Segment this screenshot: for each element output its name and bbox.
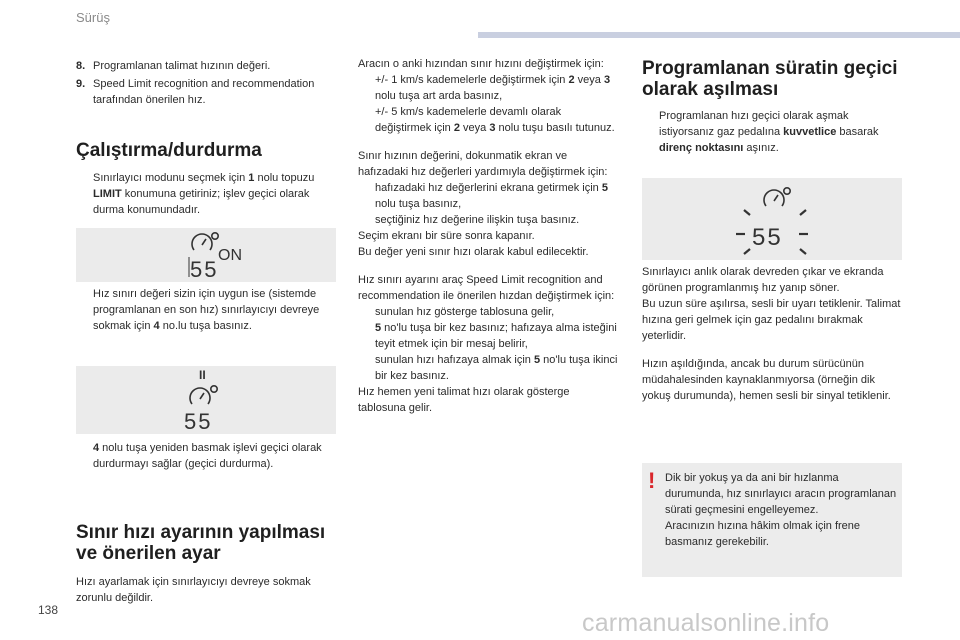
text: basarak [836,126,879,138]
text: 5 [533,354,541,366]
speed-digits: 55 [752,224,783,251]
text: Hızı ayarlamak için sınırlayıcıyı devreye sokmak zorunlu değildir. [76,576,311,604]
col1-paragraph-end [76,574,338,606]
text: direnç noktasını [659,142,744,154]
warning-icon: ! [648,468,656,493]
text: veya [459,122,490,134]
text: 5 [601,182,608,194]
on-label: ON [218,247,242,264]
col2-bullet-4 [358,212,620,228]
col2-bullet-7 [358,352,620,384]
speedometer-icon [76,228,336,282]
item-text: Speed Limit recognition and recommendation tarafından önerilen hız. [93,78,315,106]
text: sunulan hızı hafızaya almak için [375,354,534,366]
column-2 [358,56,620,416]
text: 3 [603,74,611,86]
list-item-9 [76,76,338,108]
speed-limiter-on-illustration [76,228,336,282]
col2-bullet-5 [358,304,620,320]
text: 5 [375,322,382,334]
text: nolu tuşa basınız, [375,198,462,210]
text: Sınırlayıcı modunu seçmek için [93,172,249,184]
text: no'lu tuşa bir kez basınız; hafızaya alma isteğini teyit etmek için bir mesaj belirir, [375,322,617,350]
section-title: Sürüş [76,10,110,25]
text: Programlanan hızı geçici olarak aşmak istiyorsanız gaz pedalına [659,110,849,138]
text: Dik bir yokuş ya da ani bir hızlanma durumunda, hız sınırlayıcı aracın programlanan sürati geçmesini engelleyemez. [665,472,897,516]
text: nolu tuşa yeniden basmak işlevi geçici olarak durdurmayı sağlar (geçici durdurma). [93,442,322,470]
speed-limiter-pause-illustration [76,366,336,434]
text: hafızadaki hız değerlerini ekrana getirmek için [375,182,602,194]
col2-bullet-3 [358,180,620,212]
speedometer-flashing-icon [642,178,902,260]
text: nolu topuzu [254,172,315,184]
col1-bullet-2 [76,286,338,334]
col3-bullet-1 [642,108,904,156]
text: nolu tuşa art arda basınız, [375,90,503,102]
text: no.lu tuşa basınız. [159,320,252,332]
col3-paragraphs [642,264,904,404]
text: kuvvetlice [783,126,837,138]
page-number: 138 [38,603,59,617]
item-text: Programlanan talimat hızının değeri. [93,60,271,72]
text: Hız hemen yeni talimat hızı olarak gösterge tablosuna gelir. [358,386,570,414]
text: 1 [248,172,255,184]
column-1 [76,58,338,108]
item-number: 8. [76,60,86,72]
text: 4 [153,320,160,332]
speed-digits: 55 [190,257,219,282]
text: Sınırlayıcı anlık olarak devreden çıkar ve ekranda görünen programlanmış hız yanıp söner. [642,266,884,294]
warning-text [665,470,897,550]
text: Bu uzun süre aşılırsa, sesli bir uyarı tetiklenir. Talimat hızına geri gelmek için gaz pedalını bırakmak yeterlidir. [642,298,901,342]
text: 2 [568,74,575,86]
col1-bullet-3 [76,440,340,472]
text: 4 [93,442,100,454]
text: veya [574,74,604,86]
text: 2 [453,122,460,134]
text: Hız sınırı değeri sizin için uygun ise (sistemde programlanan en son hız) sınırlayıcıyı devreye sokmak için [93,288,320,332]
text: no'lu tuşa ikinci bir kez basınız. [375,354,618,382]
col2-bullet-1 [358,72,620,104]
text: seçtiğiniz hız değerine ilişkin tuşa basınız. [375,214,580,226]
heading-start-stop: Çalıştırma/durdurma [76,140,262,161]
watermark: carmanualsonline.info [582,609,830,637]
speed-digits: 55 [184,409,213,434]
text: LIMIT [93,188,122,200]
text: Hızın aşıldığında, ancak bu durum sürücünün müdahalesinden kaynaklanmıyorsa (örneğin dik yokuş durumunda), hemen sesli bir sinyal tetiklenir. [642,358,891,402]
text: nolu tuşu basılı tutunuz. [495,122,615,134]
heading-temporary-overspeed: Programlanan süratin geçici olarak aşılması [642,58,898,100]
text: +/- 1 km/s kademelerle değiştirmek için [375,74,569,86]
header-bar [478,32,960,38]
heading-speed-setting: Sınır hızı ayarının yapılması ve önerilen ayar [76,522,326,564]
pause-label: II [199,368,206,382]
text: Seçim ekranı bir süre sonra kapanır. [358,230,535,242]
col2-bullet-6 [358,320,620,352]
list-item-8 [76,58,338,74]
col1-bullet-1 [76,170,338,218]
text: +/- 5 km/s kademelerle devamlı olarak değiştirmek için [375,106,562,134]
col2-bullet-2 [358,104,620,136]
text: Aracın o anki hızından sınır hızını değiştirmek için: [358,58,604,70]
text: Aracınızın hızına hâkim olmak için frene basmanız gerekebilir. [665,520,861,548]
text: Bu değer yeni sınır hızı olarak kabul edilecektir. [358,246,589,258]
text: 3 [489,122,496,134]
item-number: 9. [76,78,86,90]
text: aşınız. [743,142,779,154]
warning-box [642,463,902,577]
text: Hız sınırı ayarını araç Speed Limit recognition and recommendation ile önerilen hızdan değiştirmek için: [358,274,615,302]
speedometer-icon [76,366,336,434]
text: konumuna getiriniz; işlev geçici olarak durma konumundadır. [93,188,310,216]
text: Sınır hızının değerini, dokunmatik ekran ve hafızadaki hız değerleri yardımıyla değiştirmek için: [358,150,608,178]
speed-limiter-flashing-illustration [642,178,902,260]
text: sunulan hız gösterge tablosuna gelir, [375,306,555,318]
